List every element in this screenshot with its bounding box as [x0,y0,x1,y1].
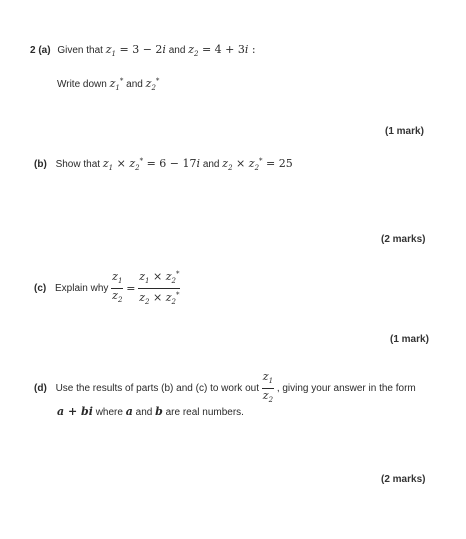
part-d-text-2: , giving your answer in the form [276,383,416,394]
answer-form-line [57,405,244,418]
part-d-label: (d) [34,383,47,394]
question-b-line [34,157,293,172]
marks-b: (2 marks) [381,234,426,245]
explain-why-text: Explain why [55,283,109,294]
fraction-z1-over-z2: $\frac{z_1}{z_2}$ [112,270,123,304]
part-b-label: (b) [34,159,47,170]
intro-text: Given that [57,45,103,56]
part-d-text-1: Use the results of parts (b) and (c) to work out [55,383,259,394]
z2-conjugate: $z_2^*$ [145,77,160,92]
marks-a: (1 mark) [385,126,424,137]
variable-a: a [125,405,133,418]
equals-sign: = [126,282,136,295]
variable-b: b [155,405,163,418]
write-down-text: Write down [57,79,107,90]
question-d-line [34,370,416,407]
z1-conjugate: $z_1^*$ [109,77,124,92]
and-text: and [168,45,186,56]
instruction-line [57,77,159,92]
question-a-line [30,43,256,58]
a-plus-bi: a + bi [57,405,93,418]
part-d-text-4: and [135,407,153,418]
z1-definition: $z_1 = 3 - 2i$ [105,43,166,58]
part-c-label: (c) [34,283,47,294]
part-d-text-3: where [95,407,123,418]
marks-c: (1 mark) [390,334,429,345]
product-z2-z2conj: $z_2 \times z_2^* = 25$ [222,157,293,172]
fraction-conjugate-form: $\frac{z_1 \times z_2^*}{z_2 \times z_2^*}$ [139,270,180,306]
question-c-line [34,268,180,309]
part-d-text-5: are real numbers. [165,407,244,418]
and-text: and [126,79,143,90]
fraction-z1-over-z2-d: $\frac{z_1}{z_2}$ [262,370,274,404]
show-that-text: Show that [55,159,101,170]
z2-definition: $z_2 = 4 + 3i$ : [188,43,256,58]
and-text: and [202,159,220,170]
marks-d: (2 marks) [381,474,426,485]
question-number: 2 (a) [30,45,51,56]
product-z1-z2conj: $z_1 \times z_2^* = 6 - 17i$ [102,157,201,172]
